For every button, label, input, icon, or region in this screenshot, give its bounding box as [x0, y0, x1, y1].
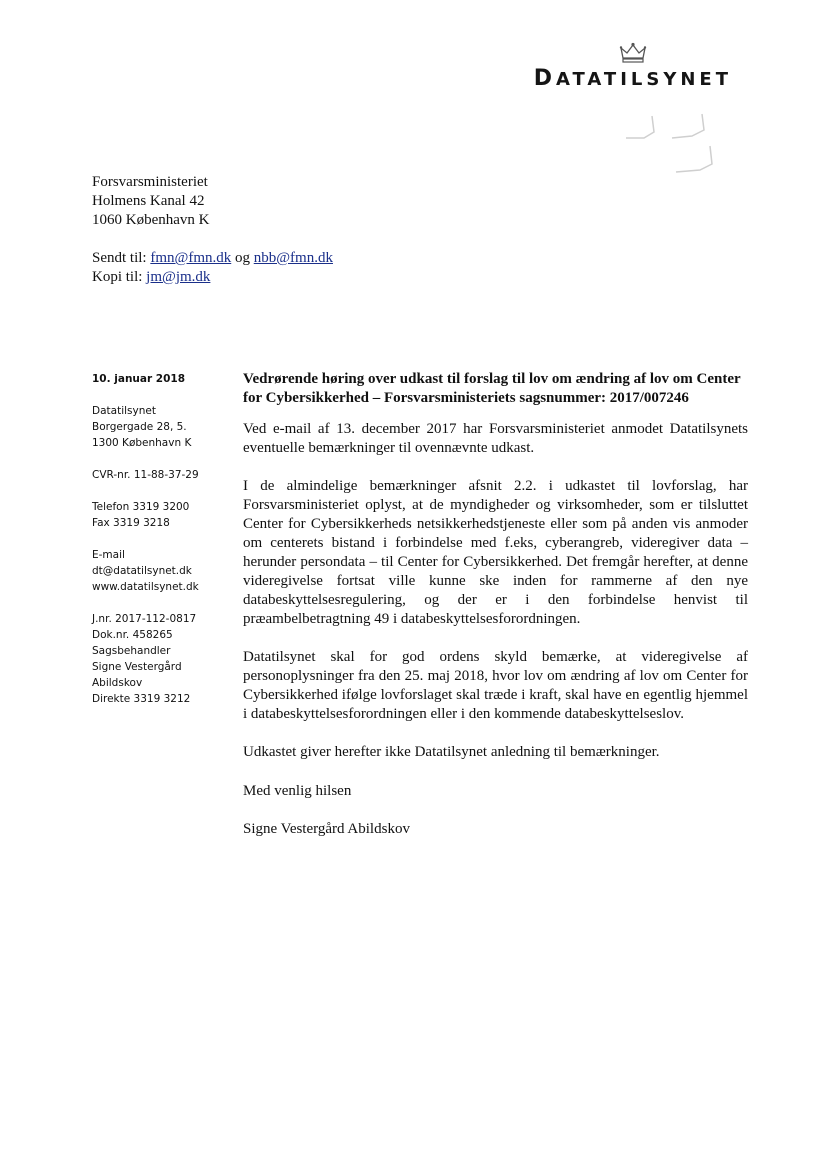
phone-block	[92, 499, 232, 531]
case-line: Direkte 3319 3212	[92, 693, 191, 705]
letter-subject: Vedrørende høring over udkast til forslag til lov om ændring af lov om Center for Cybersikkerhed – Forsvarsministeriets sagsnummer: 2017/007246	[243, 371, 741, 406]
body-paragraph: Datatilsynet skal for god ordens skyld bemærke, at videregivelse af personoplysninger fra den 25. maj 2018, hvor lov om ændring af lov om Center for Cybersikkerhed ifølge lovforslaget skal træde i kraft, skal have en egentlig hjemmel i databeskyttelsesforordningen eller i den kommende databeskyttelseslov.	[243, 649, 748, 722]
recipient-line: Forsvarsministeriet	[92, 174, 208, 190]
distribution-block	[92, 249, 333, 287]
copy-to-line	[92, 268, 333, 287]
case-line: Dok.nr. 458265	[92, 629, 173, 641]
org-line: Borgergade 28, 5.	[92, 421, 187, 433]
case-info-block	[92, 611, 232, 707]
connector-text: og	[234, 250, 250, 266]
recipient-address	[92, 173, 209, 230]
sent-to-line	[92, 249, 333, 268]
contact-email[interactable]: dt@datatilsynet.dk	[92, 565, 192, 577]
fax-line: Fax 3319 3218	[92, 517, 170, 529]
email-link-jm[interactable]: jm@jm.dk	[146, 269, 211, 285]
letter-date: 10. januar 2018	[92, 373, 186, 385]
contact-block	[92, 547, 232, 595]
email-label: E-mail	[92, 549, 125, 561]
brand-wordmark: DATATILSYNET	[533, 66, 732, 91]
case-line: Abildskov	[92, 677, 143, 689]
crown-icon	[618, 42, 648, 64]
org-line: Datatilsynet	[92, 405, 156, 417]
copy-label: Kopi til:	[92, 269, 143, 285]
phone-line: Telefon 3319 3200	[92, 501, 190, 513]
datatilsynet-logo	[534, 42, 732, 91]
sender-sidebar	[92, 371, 232, 707]
sent-to-label: Sendt til:	[92, 250, 147, 266]
org-address-block	[92, 403, 232, 451]
email-link-fmn[interactable]: fmn@fmn.dk	[150, 250, 232, 266]
email-link-nbb[interactable]: nbb@fmn.dk	[253, 250, 333, 266]
case-line: J.nr. 2017-112-0817	[92, 613, 197, 625]
letter-body	[243, 370, 748, 839]
org-line: 1300 København K	[92, 437, 192, 449]
contact-website[interactable]: www.datatilsynet.dk	[92, 581, 199, 593]
cvr-number: CVR-nr. 11-88-37-29	[92, 469, 199, 481]
body-paragraph: Ved e-mail af 13. december 2017 har Forsvarsministeriet anmodet Datatilsynets eventuelle bemærkninger til ovennævnte udkast.	[243, 421, 748, 456]
handwritten-marks	[614, 112, 724, 182]
signature-name: Signe Vestergård Abildskov	[243, 821, 410, 837]
body-paragraph: Udkastet giver herefter ikke Datatilsynet anledning til bemærkninger.	[243, 744, 660, 760]
recipient-line: Holmens Kanal 42	[92, 193, 205, 209]
closing-greeting: Med venlig hilsen	[243, 783, 352, 799]
recipient-line: 1060 København K	[92, 212, 210, 228]
body-paragraph: I de almindelige bemærkninger afsnit 2.2. i udkastet til lovforslag, har Forsvarsministeriet oplyst, at de myndigheder og virksomheder, som er tilsluttet Center for Cybersikkerheds netsikkerhedstjeneste eller som på anden vis anmoder om centerets bistand i forbindelse med f.eks, cyberangreb, videregiver data – herunder persondata – til Center for Cybersikkerhed. Det fremgår herefter, at denne videregivelse fortsat ville kunne ske inden for rammerne af den nye databeskyttelsesregulering, og der er i den forbindelse henvist til præambelbetragtning 49 i databeskyttelsesforordningen.	[243, 478, 748, 627]
case-line: Sagsbehandler	[92, 645, 171, 657]
case-line: Signe Vestergård	[92, 661, 182, 673]
